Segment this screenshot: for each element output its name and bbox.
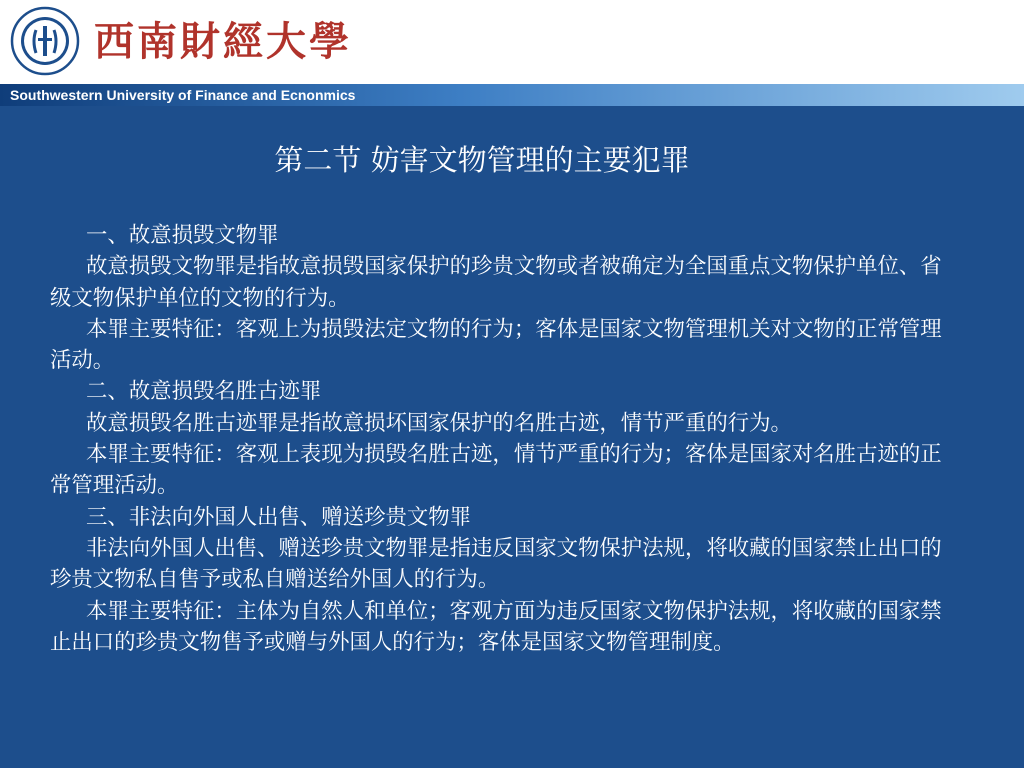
definition-2: 故意损毁名胜古迹罪是指故意损坏国家保护的名胜古迹，情节严重的行为。 (86, 410, 792, 436)
section-heading-3: 三、非法向外国人出售、赠送珍贵文物罪 (86, 504, 472, 530)
features-2: 本罪主要特征：客观上表现为损毁名胜古迹，情节严重的行为；客体是国家对名胜古迹的正常管理活动。 (50, 442, 942, 499)
slide-title: 第二节 妨害文物管理的主要犯罪 (274, 143, 690, 177)
definition-3: 非法向外国人出售、赠送珍贵文物罪是指违反国家文物保护法规，将收藏的国家禁止出口的珍贵文物私自售予或私自赠送给外国人的行为。 (50, 535, 942, 593)
university-name-en: Southwestern University of Finance and Ecnonmics (10, 87, 356, 103)
university-banner (0, 84, 1024, 106)
features-1: 本罪主要特征：客观上为损毁法定文物的行为；客体是国家文物管理机关对文物的正常管理活动。 (50, 316, 942, 374)
university-name-cn: 西南財經大學 (94, 18, 352, 65)
header (0, 0, 1024, 84)
university-seal-logo (10, 6, 80, 76)
definition-1: 故意损毁文物罪是指故意损毁国家保护的珍贵文物或者被确定为全国重点文物保护单位、省级文物保护单位的文物的行为。 (50, 254, 942, 311)
section-heading-1: 一、故意损毁文物罪 (86, 223, 279, 248)
features-3: 本罪主要特征：主体为自然人和单位；客观方面为违反国家文物保护法规，将收藏的国家禁止出口的珍贵文物售予或赠与外国人的行为；客体是国家文物管理制度。 (50, 598, 942, 655)
section-heading-2: 二、故意损毁名胜古迹罪 (86, 379, 322, 405)
slide-body (50, 220, 962, 658)
